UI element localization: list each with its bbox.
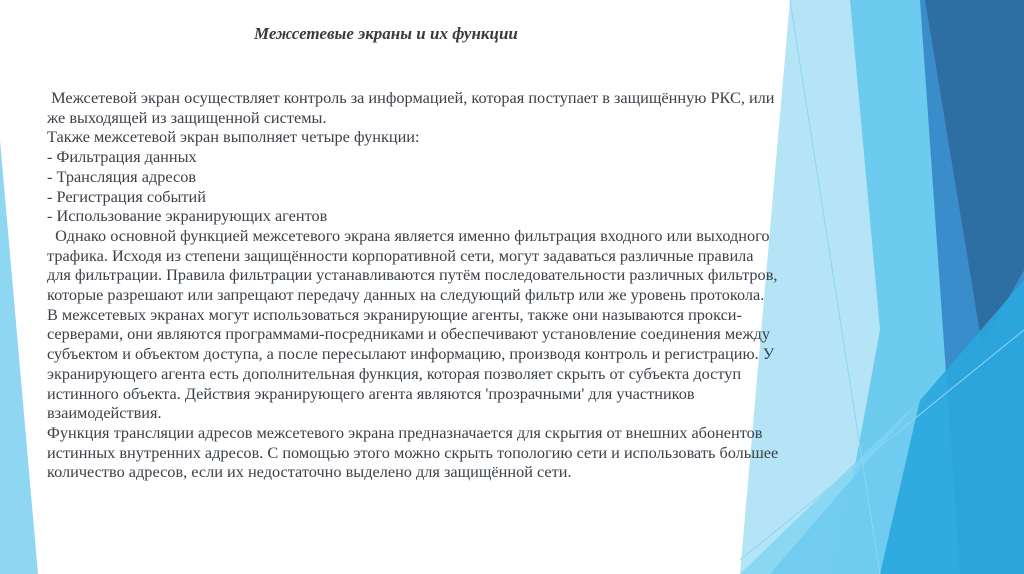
slide-body bbox=[47, 88, 927, 482]
body-line: серверами, они являются программами-посредниками и обеспечивают установление соединения между bbox=[47, 324, 771, 344]
body-line: для фильтрации. Правила фильтрации устанавливаются путём последовательности различных фильтров, bbox=[47, 265, 778, 285]
list-item: - Регистрация событий bbox=[47, 186, 206, 206]
body-line: трафика. Исходя из степени защищённости корпоративной сети, могут задаваться различные правила bbox=[47, 245, 754, 265]
body-line: В межсетевых экранах могут использоваться экранирующие агенты, также они называются прокси- bbox=[47, 304, 742, 324]
body-line: Однако основной функцией межсетевого экрана является именно фильтрация входного или выходного bbox=[47, 225, 770, 245]
body-line: Также межсетевой экран выполняет четыре функции: bbox=[47, 127, 420, 147]
slide-title: Межсетевые экраны и их функции bbox=[254, 24, 518, 43]
left-strip-shape bbox=[0, 140, 38, 574]
list-item: - Фильтрация данных bbox=[47, 147, 197, 167]
body-line: Межсетевой экран осуществляет контроль за информацией, которая поступает в защищённую РКС, или bbox=[47, 88, 775, 107]
body-line: взаимодействия. bbox=[47, 403, 162, 423]
list-item: - Трансляция адресов bbox=[47, 166, 197, 186]
list-item: - Использование экранирующих агентов bbox=[47, 206, 328, 226]
body-line: экранирующего агента есть дополнительная функция, которая позволяет скрыть от субъекта доступ bbox=[47, 363, 742, 383]
body-line: истинного объекта. Действия экранирующего агента являются 'прозрачными' для участников bbox=[47, 383, 695, 403]
body-line: количество адресов, если их недостаточно выделено для защищённой сети. bbox=[47, 462, 572, 482]
body-line: истинных внутренних адресов. С помощью этого можно скрыть топологию сети и использовать большее bbox=[47, 442, 779, 462]
body-line: субъектом и объектом доступа, а после пересылают информацию, производя контроль и регистрацию. У bbox=[47, 344, 775, 364]
body-line: Функция трансляции адресов межсетевого экрана предназначается для скрытия от внешних абонентов bbox=[47, 422, 763, 442]
body-line: же выходящей из защищенной системы. bbox=[47, 107, 327, 127]
body-line: которые разрешают или запрещают передачу данных на следующий фильтр или же уровень протокола. bbox=[47, 285, 765, 305]
